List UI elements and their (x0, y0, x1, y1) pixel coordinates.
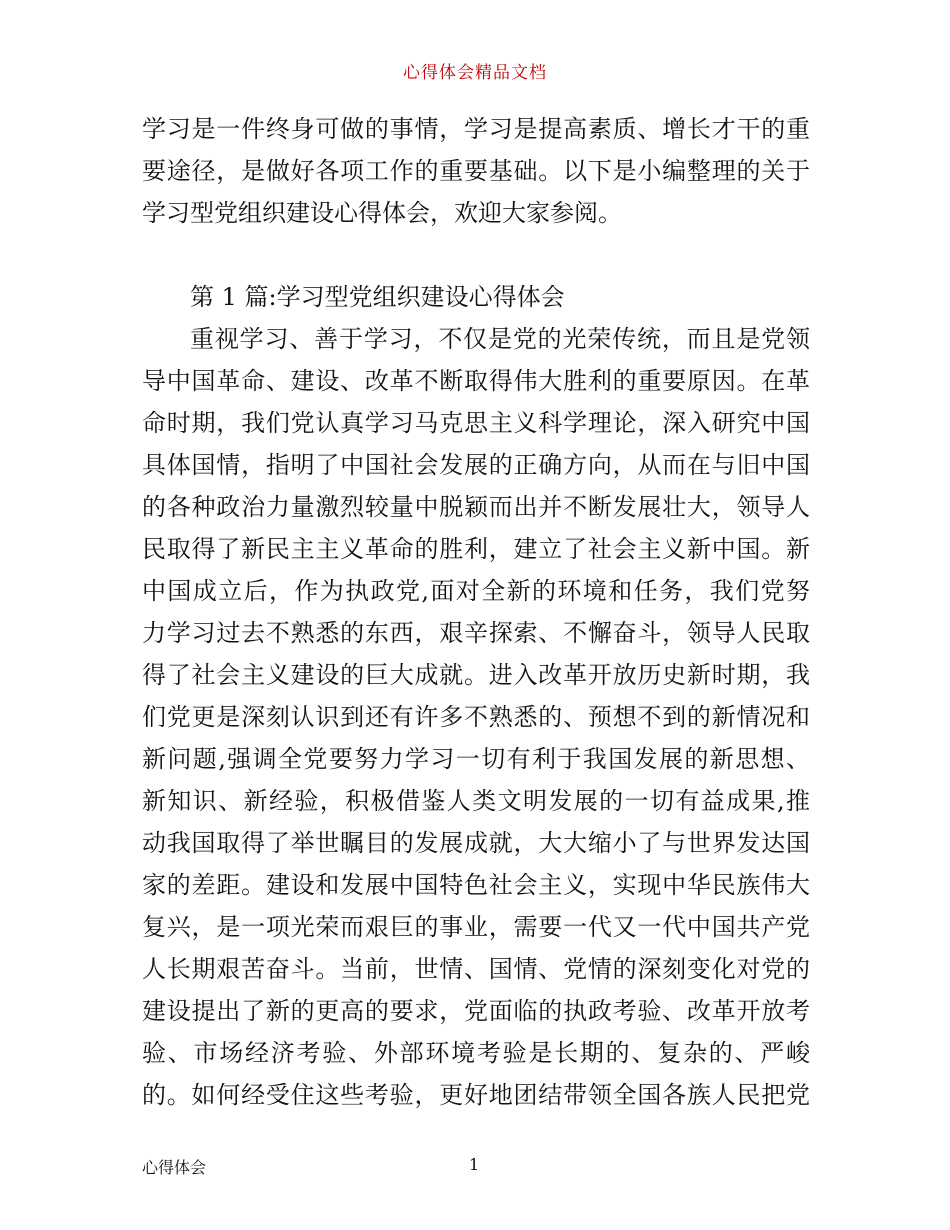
paragraph-line: 命时期，我们党认真学习马克思主义科学理论，深入研究中国 (142, 409, 810, 437)
blank-line (142, 234, 810, 276)
paragraph-line: 重视学习、善于学习，不仅是党的光荣传统，而且是党领 (190, 325, 810, 353)
paragraph-line: 得了社会主义建设的巨大成就。进入改革开放历史新时期，我 (142, 661, 810, 689)
paragraph-line: 们党更是深刻认识到还有许多不熟悉的、预想不到的新情况和 (142, 703, 810, 731)
paragraph-line: 民取得了新民主主义革命的胜利，建立了社会主义新中国。新 (142, 535, 810, 563)
paragraph-line: 人长期艰苦奋斗。当前，世情、国情、党情的深刻变化对党的 (142, 955, 810, 983)
page-number: 1 (469, 1155, 480, 1174)
paragraph-line: 新问题,强调全党要努力学习一切有利于我国发展的新思想、 (142, 745, 810, 773)
paragraph-line: 动我国取得了举世瞩目的发展成就，大大缩小了与世界发达国 (142, 829, 810, 857)
intro-line: 学习型党组织建设心得体会，欢迎大家参阅。 (142, 199, 622, 227)
intro-line: 学习是一件终身可做的事情，学习是提高素质、增长才干的重 (142, 115, 810, 143)
paragraph-line: 验、市场经济考验、外部环境考验是长期的、复杂的、严峻 (142, 1039, 810, 1067)
paragraph-line: 建设提出了新的更高的要求，党面临的执政考验、改革开放考 (142, 997, 810, 1025)
page-header-title: 心得体会精品文档 (403, 63, 547, 83)
paragraph-line: 的各种政治力量激烈较量中脱颖而出并不断发展壮大，领导人 (142, 493, 810, 521)
paragraph-line: 中国成立后，作为执政党,面对全新的环境和任务，我们党努 (142, 577, 810, 605)
paragraph-line: 具体国情，指明了中国社会发展的正确方向，从而在与旧中国 (142, 451, 810, 479)
paragraph-line: 新知识、新经验，积极借鉴人类文明发展的一切有益成果,推 (142, 787, 810, 815)
section-heading: 第 1 篇:学习型党组织建设心得体会 (190, 283, 565, 311)
paragraph-line: 家的差距。建设和发展中国特色社会主义，实现中华民族伟大 (142, 871, 810, 899)
paragraph-line: 的。如何经受住这些考验，更好地团结带领全国各族人民把党 (142, 1081, 810, 1109)
page-footer-label: 心得体会 (142, 1158, 207, 1177)
paragraph-line: 导中国革命、建设、改革不断取得伟大胜利的重要原因。在革 (142, 367, 810, 395)
document-body (142, 108, 810, 1116)
intro-line: 要途径，是做好各项工作的重要基础。以下是小编整理的关于 (142, 157, 810, 185)
paragraph-line: 力学习过去不熟悉的东西，艰辛探索、不懈奋斗，领导人民取 (142, 619, 810, 647)
paragraph-line: 复兴，是一项光荣而艰巨的事业，需要一代又一代中国共产党 (142, 913, 810, 941)
